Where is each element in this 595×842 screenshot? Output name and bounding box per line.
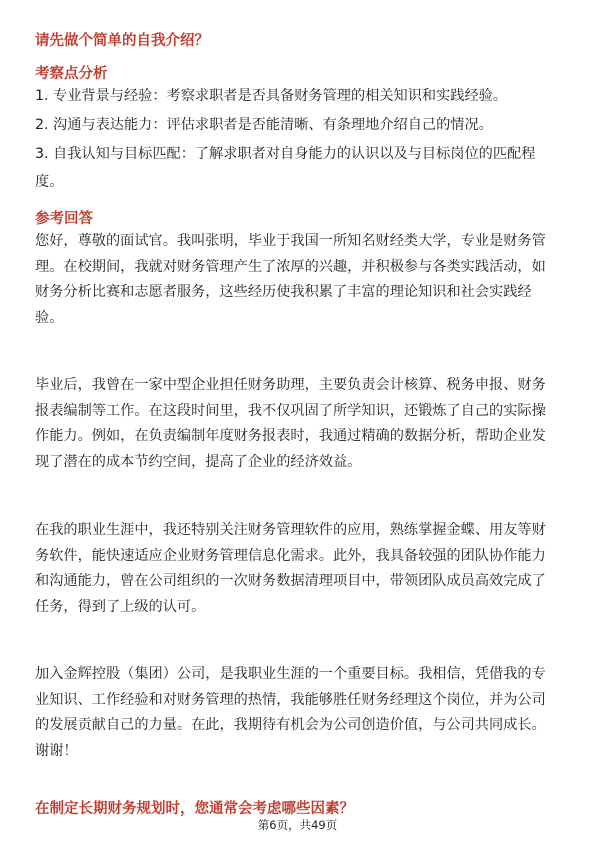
paragraph-line: 谢谢！	[35, 742, 78, 759]
next-question-title: 在制定长期财务规划时，您通常会考虑哪些因素？	[35, 801, 354, 817]
paragraph-line: 报表编制等工作。在这段时间里，我不仅巩固了所学知识，还锻炼了自己的实际操	[35, 402, 546, 419]
paragraph-line: 作能力。例如，在负责编制年度财务报表时，我通过精确的数据分析，帮助企业发	[35, 428, 546, 444]
analysis-item: 1. 专业背景与经验：考察求职者是否具备财务管理的相关知识和实践经验。	[35, 88, 508, 104]
paragraph-line: 和沟通能力，曾在公司组织的一次财务数据清理项目中，带领团队成员高效完成了	[35, 573, 546, 589]
paragraph-line: 您好，尊敬的面试官。我叫张明，毕业于我国一所知名财经类大学，专业是财务管	[35, 233, 546, 249]
page-footer: 第6页，共49页	[257, 818, 338, 832]
paragraph-line: 加入金辉控股（集团）公司，是我职业生涯的一个重要目标。我相信，凭借我的专	[35, 666, 546, 682]
paragraph-line: 任务，得到了上级的认可。	[35, 598, 206, 615]
analysis-item: 3. 自我认知与目标匹配：了解求职者对自身能力的认识以及与目标岗位的匹配程	[35, 146, 536, 162]
answer-paragraph-1	[35, 229, 559, 331]
analysis-item-continued: 度。	[35, 174, 64, 190]
answer-paragraph-3	[35, 518, 559, 620]
analysis-item: 2. 沟通与表达能力：评估求职者是否能清晰、有条理地介绍自己的情况。	[35, 117, 493, 133]
paragraph-line: 验。	[35, 309, 64, 326]
question-title: 请先做个简单的自我介绍？	[35, 33, 209, 49]
paragraph-line: 理。在校期间，我就对财务管理产生了浓厚的兴趣，并积极参与各类实践活动，如	[35, 258, 546, 275]
paragraph-line: 的发展贡献自己的力量。在此，我期待有机会为公司创造价值，与公司共同成长。	[35, 717, 546, 733]
paragraph-line: 财务分析比赛和志愿者服务，这些经历使我积累了丰富的理论知识和社会实践经	[35, 284, 532, 300]
paragraph-line: 现了潜在的成本节约空间，提高了企业的经济效益。	[35, 453, 362, 470]
answer-heading: 参考回答	[35, 211, 93, 227]
analysis-heading: 考察点分析	[35, 66, 108, 82]
paragraph-line: 在我的职业生涯中，我还特别关注财务管理软件的应用，熟练掌握金蝶、用友等财	[35, 522, 546, 538]
paragraph-line: 务软件，能快速适应企业财务管理信息化需求。此外，我具备较强的团队协作能力	[35, 547, 546, 564]
answer-paragraph-2	[35, 373, 559, 475]
paragraph-line: 毕业后，我曾在一家中型企业担任财务助理，主要负责会计核算、税务申报、财务	[35, 377, 546, 393]
answer-paragraph-4	[35, 662, 559, 764]
paragraph-line: 业知识、工作经验和对财务管理的热情，我能够胜任财务经理这个岗位，并为公司	[35, 691, 546, 708]
